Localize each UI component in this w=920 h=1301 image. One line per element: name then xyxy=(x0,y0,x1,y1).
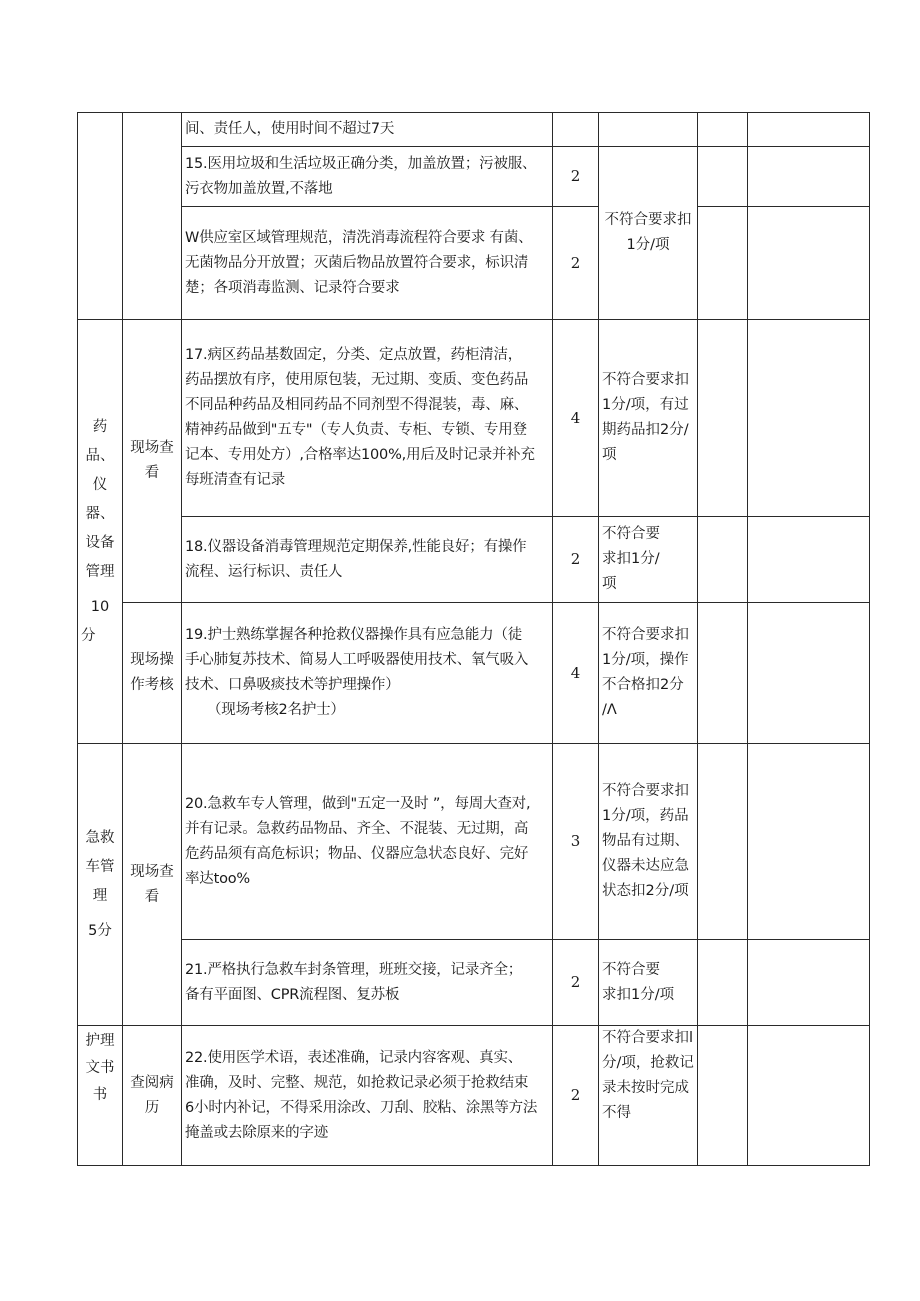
item-content: 21.严格执行急救车封条管理，班班交接，记录齐全； 备有平面图、CPR流程图、复苏板 xyxy=(182,940,553,1026)
method-onsite-exam: 现场操 作考核 xyxy=(123,603,182,744)
item-content: W供应室区域管理规范，清洗消毒流程符合要求 有菌、 无菌物品分开放置；灭菌后物品放置符合要求，标识清 楚；各项消毒监测、记录符合要求 xyxy=(182,207,553,320)
inspection-table xyxy=(77,112,870,1166)
extra-cell xyxy=(748,1026,870,1166)
method-review-records: 查阅病 历 xyxy=(123,1026,182,1166)
table-row xyxy=(78,517,870,603)
extra-cell xyxy=(698,744,748,940)
item-content: 22.使用医学术语，表述准确，记录内容客观、真实、 准确，及时、完整、规范，如抢救记录必须于抢救结束 6小时内补记，不得采用涂改、刀刮、胶粘、涂黑等方法 掩盖或去除原来的字迹 xyxy=(182,1026,553,1166)
extra-cell xyxy=(698,517,748,603)
extra-cell xyxy=(748,207,870,320)
category-emergency-cart: 急救 车管 理 5分 xyxy=(78,744,123,1026)
extra-cell xyxy=(698,603,748,744)
rule-cell: 不符合要求扣 1分/项 xyxy=(599,147,698,320)
table-row xyxy=(78,113,870,147)
score-cell xyxy=(553,113,599,147)
table-row xyxy=(78,147,870,207)
item-content: 15.医用垃圾和生活垃圾正确分类，加盖放置；污被服、 污衣物加盖放置,不落地 xyxy=(182,147,553,207)
score-cell: 2 xyxy=(553,207,599,320)
item-content: 间、责任人，使用时间不超过7天 xyxy=(182,113,553,147)
score-cell: 3 xyxy=(553,744,599,940)
item-content: 19.护士熟练掌握各种抢救仪器操作具有应急能力（徒 手心肺复苏技术、简易人工呼吸器使用技术、氧气吸入 技术、口鼻吸痰技术等护理操作） （现场考核2名护士） xyxy=(182,603,553,744)
rule-cell: 不符合要 求扣1分/ 项 xyxy=(599,517,698,603)
category-drugs-instruments: 药 品、 仪 器、 设备 管理 10 分 xyxy=(78,320,123,744)
item-content: 17.病区药品基数固定，分类、定点放置，药柜清洁， 药品摆放有序，使用原包装，无过期、变质、变色药品 不同品种药品及相同药品不同剂型不得混装，毒、麻、 精神药品做到"五专"（专人负责、专柜、专锁、专用登 记本、专用处方）,合格率达100%,用后及时记录并补充 每班清查有记录 xyxy=(182,320,553,517)
extra-cell xyxy=(748,940,870,1026)
extra-cell xyxy=(698,320,748,517)
item-content: 20.急救车专人管理，做到"五定一及时 ”，每周大查对, 并有记录。急救药品物品、齐全、不混装、无过期，高 危药品须有高危标识；物品、仪器应急状态良好、完好 率达too% xyxy=(182,744,553,940)
method-cell-empty xyxy=(123,113,182,320)
table-row xyxy=(78,940,870,1026)
method-onsite-check: 现场查 看 xyxy=(123,320,182,603)
category-cell-empty xyxy=(78,113,123,320)
table-row xyxy=(78,1026,870,1166)
score-cell: 2 xyxy=(553,517,599,603)
extra-cell xyxy=(698,940,748,1026)
score-cell: 2 xyxy=(553,940,599,1026)
table-row xyxy=(78,603,870,744)
extra-cell xyxy=(748,744,870,940)
score-cell: 2 xyxy=(553,147,599,207)
extra-cell xyxy=(748,147,870,207)
extra-cell xyxy=(698,113,748,147)
table-row xyxy=(78,744,870,940)
score-cell: 4 xyxy=(553,603,599,744)
extra-cell xyxy=(748,113,870,147)
extra-cell xyxy=(698,207,748,320)
item-content: 18.仪器设备消毒管理规范定期保养,性能良好；有操作 流程、运行标识、责任人 xyxy=(182,517,553,603)
extra-cell xyxy=(748,517,870,603)
score-cell: 2 xyxy=(553,1026,599,1166)
extra-cell xyxy=(698,147,748,207)
rule-cell xyxy=(599,113,698,147)
extra-cell xyxy=(748,603,870,744)
table-row xyxy=(78,320,870,517)
rule-cell: 不符合要求扣l 分/项，抢救记 录未按时完成 不得 xyxy=(599,1026,698,1166)
rule-cell: 不符合要求扣 1分/项，操作 不合格扣2分 /Λ xyxy=(599,603,698,744)
rule-cell: 不符合要 求扣1分/项 xyxy=(599,940,698,1026)
extra-cell xyxy=(698,1026,748,1166)
extra-cell xyxy=(748,320,870,517)
score-cell: 4 xyxy=(553,320,599,517)
table-row xyxy=(78,207,870,320)
rule-cell: 不符合要求扣 1分/项，有过 期药品扣2分/ 项 xyxy=(599,320,698,517)
category-nursing-records: 护理 文书 书 xyxy=(78,1026,123,1166)
rule-cell: 不符合要求扣 1分/项，药品 物品有过期、 仪器未达应急 状态扣2分/项 xyxy=(599,744,698,940)
method-onsite-check: 现场查 看 xyxy=(123,744,182,1026)
